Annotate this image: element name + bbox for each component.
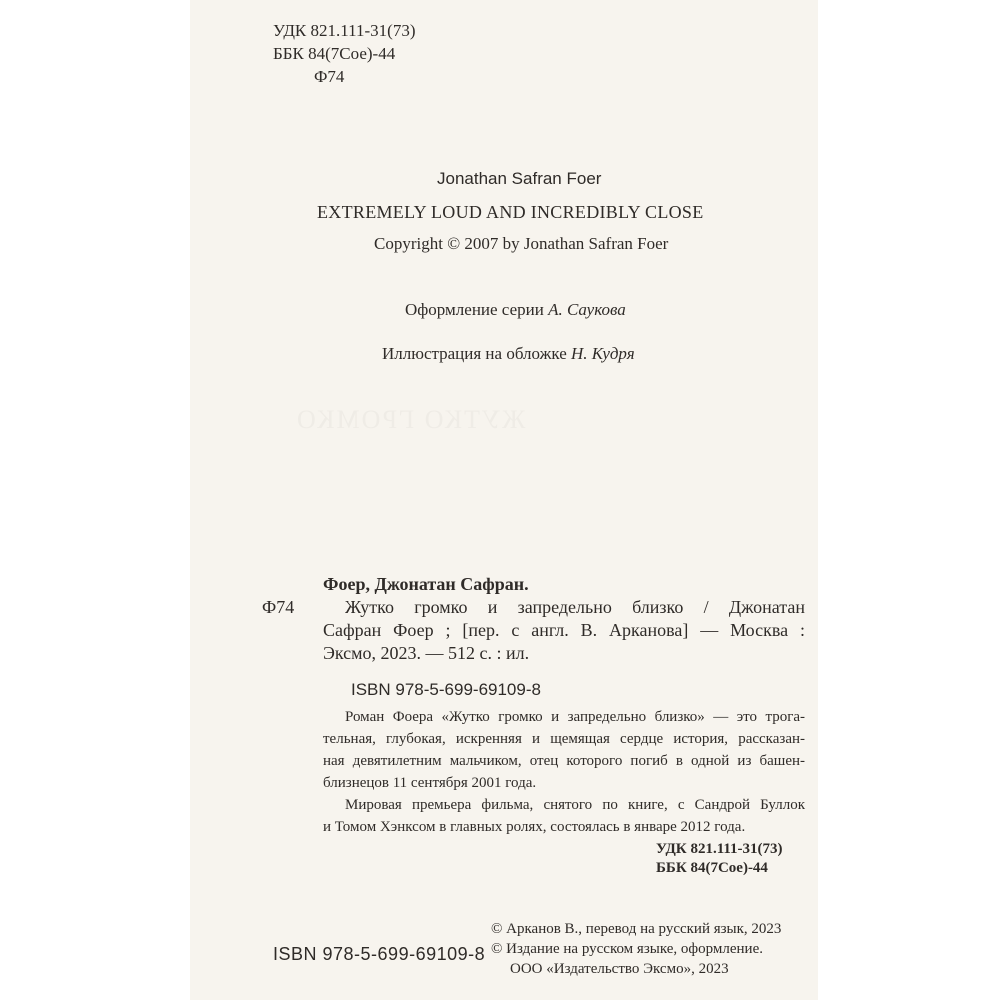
original-copyright: Copyright © 2007 by Jonathan Safran Foer	[374, 234, 669, 253]
bibliographic-author-heading: Фоер, Джонатан Сафран.	[323, 574, 529, 594]
cover-illustration-credit	[382, 344, 635, 364]
annotation-line-1: Роман Фоера «Жутко громко и запредельно близко» — это трога-	[345, 709, 805, 725]
series-designer-name: А. Саукова	[548, 300, 626, 319]
cover-illustration-label: Иллюстрация на обложке	[382, 344, 567, 363]
bibliographic-line-2: Сафран Фоер ; [пер. с англ. В. Арканова] — Москва :	[323, 620, 805, 640]
copyright-translation: © Арканов В., перевод на русский язык, 2023	[491, 921, 782, 937]
udk-code-top: УДК 821.111-31(73)	[273, 21, 416, 40]
annotation-line-6: и Томом Хэнксом в главных ролях, состоялась в январе 2012 года.	[323, 819, 746, 835]
annotation-line-5: Мировая премьера фильма, снятого по книге, с Сандрой Буллок	[345, 797, 805, 813]
book-imprint-page	[190, 0, 818, 1000]
original-title: EXTREMELY LOUD AND INCREDIBLY CLOSE	[317, 202, 704, 222]
copyright-edition: © Издание на русском языке, оформление.	[491, 941, 763, 957]
reverse-side-show-through: ЖУТКО ГРОМКО	[295, 405, 526, 434]
annotation-line-4: близнецов 11 сентября 2001 года.	[323, 775, 537, 791]
udk-code-bottom: УДК 821.111-31(73)	[656, 841, 783, 857]
annotation-line-2: тельная, глубокая, искренняя и щемящая сердце история, рассказан-	[323, 731, 805, 747]
cover-illustrator-name: Н. Кудря	[571, 344, 635, 363]
annotation-line-3: ная девятилетним мальчиком, отец которого погиб в одной из башен-	[323, 753, 805, 769]
bibliographic-author-mark: Ф74	[262, 597, 295, 617]
isbn-bibliographic: ISBN 978-5-699-69109-8	[351, 680, 541, 699]
original-author: Jonathan Safran Foer	[437, 169, 602, 188]
series-design-credit	[405, 300, 626, 320]
series-design-label: Оформление серии	[405, 300, 544, 319]
copyright-publisher: ООО «Издательство Эксмо», 2023	[510, 961, 729, 977]
author-mark-top: Ф74	[314, 67, 345, 86]
bibliographic-line-1: Жутко громко и запредельно близко / Джонатан	[345, 597, 805, 617]
isbn-footer: ISBN 978-5-699-69109-8	[273, 944, 486, 964]
bbk-code-bottom: ББК 84(7Сое)-44	[656, 860, 768, 876]
bbk-code-top: ББК 84(7Сое)-44	[273, 44, 396, 63]
bibliographic-line-3: Эксмо, 2023. — 512 с. : ил.	[323, 643, 530, 663]
